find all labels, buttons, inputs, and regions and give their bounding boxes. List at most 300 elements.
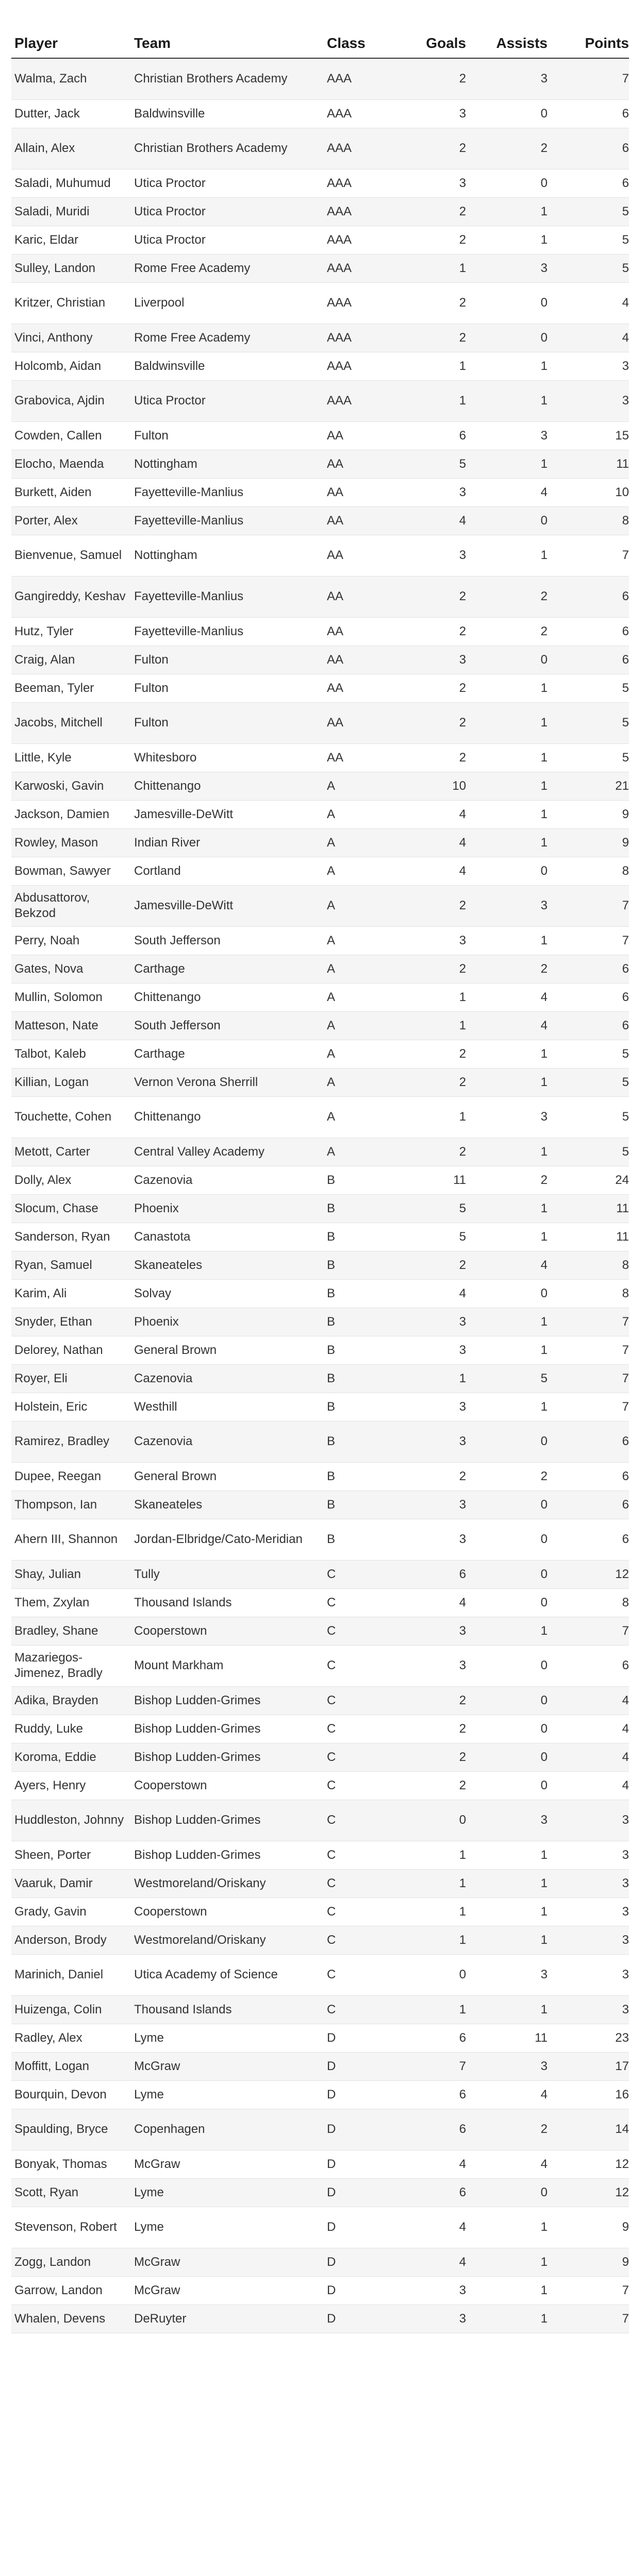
- cell-class: B: [324, 1308, 388, 1336]
- cell-class: C: [324, 1560, 388, 1588]
- cell-points: 4: [551, 1743, 629, 1771]
- table-row: [11, 226, 629, 254]
- cell-goals: 2: [388, 702, 469, 743]
- cell-team: Nottingham: [131, 535, 324, 576]
- cell-player: Jackson, Damien: [11, 800, 131, 828]
- table-row: [11, 674, 629, 702]
- cell-goals: 4: [388, 1279, 469, 1308]
- cell-points: 4: [551, 282, 629, 324]
- table-row: [11, 1617, 629, 1645]
- cell-goals: 2: [388, 576, 469, 617]
- cell-goals: 2: [388, 743, 469, 772]
- cell-class: C: [324, 1897, 388, 1926]
- cell-team: Christian Brothers Academy: [131, 128, 324, 169]
- cell-points: 6: [551, 576, 629, 617]
- cell-class: C: [324, 1954, 388, 1995]
- cell-goals: 11: [388, 1166, 469, 1194]
- header-player[interactable]: Player: [11, 14, 131, 58]
- cell-points: 6: [551, 99, 629, 128]
- cell-points: 4: [551, 1686, 629, 1715]
- cell-team: Cortland: [131, 857, 324, 885]
- cell-goals: 3: [388, 1490, 469, 1519]
- cell-player: Grady, Gavin: [11, 1897, 131, 1926]
- cell-assists: 0: [469, 99, 551, 128]
- cell-player: Dolly, Alex: [11, 1166, 131, 1194]
- cell-class: AA: [324, 646, 388, 674]
- cell-team: Skaneateles: [131, 1251, 324, 1279]
- cell-team: Central Valley Academy: [131, 1138, 324, 1166]
- cell-goals: 1: [388, 1364, 469, 1393]
- cell-points: 3: [551, 1869, 629, 1897]
- cell-team: Vernon Verona Sherrill: [131, 1068, 324, 1096]
- cell-player: Bienvenue, Samuel: [11, 535, 131, 576]
- cell-team: Cooperstown: [131, 1771, 324, 1800]
- cell-team: Bishop Ludden-Grimes: [131, 1841, 324, 1869]
- cell-player: Zogg, Landon: [11, 2248, 131, 2276]
- cell-goals: 1: [388, 1995, 469, 2024]
- header-row: [11, 14, 629, 58]
- cell-class: AA: [324, 743, 388, 772]
- cell-assists: 1: [469, 674, 551, 702]
- cell-class: A: [324, 857, 388, 885]
- cell-goals: 3: [388, 2304, 469, 2333]
- cell-player: Jacobs, Mitchell: [11, 702, 131, 743]
- cell-points: 5: [551, 197, 629, 226]
- cell-points: 5: [551, 1068, 629, 1096]
- cell-assists: 3: [469, 1096, 551, 1138]
- cell-assists: 5: [469, 1364, 551, 1393]
- cell-team: Lyme: [131, 2080, 324, 2109]
- cell-assists: 3: [469, 1954, 551, 1995]
- table-row: [11, 702, 629, 743]
- cell-team: Cazenovia: [131, 1421, 324, 1462]
- cell-team: South Jefferson: [131, 1011, 324, 1040]
- cell-team: Utica Academy of Science: [131, 1954, 324, 1995]
- cell-goals: 2: [388, 1686, 469, 1715]
- cell-points: 17: [551, 2052, 629, 2080]
- cell-assists: 0: [469, 1490, 551, 1519]
- cell-goals: 2: [388, 226, 469, 254]
- cell-team: Cazenovia: [131, 1364, 324, 1393]
- cell-goals: 4: [388, 828, 469, 857]
- cell-class: D: [324, 2276, 388, 2304]
- cell-points: 6: [551, 646, 629, 674]
- cell-goals: 2: [388, 617, 469, 646]
- cell-team: Utica Proctor: [131, 380, 324, 421]
- cell-team: Fulton: [131, 702, 324, 743]
- cell-goals: 3: [388, 1645, 469, 1686]
- cell-points: 8: [551, 857, 629, 885]
- cell-goals: 3: [388, 478, 469, 506]
- cell-assists: 1: [469, 1897, 551, 1926]
- table-row: [11, 955, 629, 983]
- cell-points: 7: [551, 2276, 629, 2304]
- table-row: [11, 1715, 629, 1743]
- table-row: [11, 352, 629, 380]
- cell-player: Thompson, Ian: [11, 1490, 131, 1519]
- cell-player: Metott, Carter: [11, 1138, 131, 1166]
- cell-assists: 4: [469, 478, 551, 506]
- table-row: [11, 1393, 629, 1421]
- header-class[interactable]: Class: [324, 14, 388, 58]
- cell-points: 14: [551, 2109, 629, 2150]
- cell-team: Cooperstown: [131, 1897, 324, 1926]
- cell-assists: 1: [469, 1040, 551, 1068]
- cell-player: Sulley, Landon: [11, 254, 131, 282]
- cell-points: 6: [551, 1490, 629, 1519]
- cell-goals: 2: [388, 1715, 469, 1743]
- cell-team: Fayetteville-Manlius: [131, 478, 324, 506]
- cell-goals: 6: [388, 2024, 469, 2052]
- cell-points: 7: [551, 1364, 629, 1393]
- table-row: [11, 576, 629, 617]
- table-row: [11, 828, 629, 857]
- cell-goals: 2: [388, 674, 469, 702]
- cell-goals: 1: [388, 1011, 469, 1040]
- cell-assists: 1: [469, 1995, 551, 2024]
- table-row: [11, 1223, 629, 1251]
- cell-class: AAA: [324, 254, 388, 282]
- table-row: [11, 983, 629, 1011]
- cell-team: South Jefferson: [131, 926, 324, 955]
- cell-assists: 1: [469, 1617, 551, 1645]
- cell-assists: 2: [469, 1166, 551, 1194]
- cell-points: 4: [551, 1771, 629, 1800]
- cell-class: D: [324, 2178, 388, 2207]
- cell-assists: 0: [469, 282, 551, 324]
- cell-team: Phoenix: [131, 1308, 324, 1336]
- cell-team: McGraw: [131, 2052, 324, 2080]
- cell-goals: 6: [388, 2109, 469, 2150]
- cell-goals: 4: [388, 2150, 469, 2178]
- cell-player: Koroma, Eddie: [11, 1743, 131, 1771]
- cell-assists: 3: [469, 1800, 551, 1841]
- cell-goals: 5: [388, 1223, 469, 1251]
- cell-class: B: [324, 1251, 388, 1279]
- cell-team: Fayetteville-Manlius: [131, 576, 324, 617]
- cell-points: 3: [551, 1841, 629, 1869]
- cell-points: 6: [551, 1519, 629, 1560]
- cell-points: 8: [551, 1251, 629, 1279]
- table-row: [11, 380, 629, 421]
- table-row: [11, 1194, 629, 1223]
- cell-team: Solvay: [131, 1279, 324, 1308]
- table-row: [11, 2276, 629, 2304]
- cell-player: Kritzer, Christian: [11, 282, 131, 324]
- table-row: [11, 1686, 629, 1715]
- cell-assists: 2: [469, 128, 551, 169]
- table-row: [11, 324, 629, 352]
- cell-team: Copenhagen: [131, 2109, 324, 2150]
- cell-player: Karwoski, Gavin: [11, 772, 131, 800]
- cell-class: C: [324, 1995, 388, 2024]
- cell-class: A: [324, 772, 388, 800]
- cell-class: B: [324, 1336, 388, 1364]
- cell-player: Dupee, Reegan: [11, 1462, 131, 1490]
- cell-assists: 0: [469, 1560, 551, 1588]
- table-row: [11, 197, 629, 226]
- cell-player: Perry, Noah: [11, 926, 131, 955]
- header-assists[interactable]: Assists: [469, 14, 551, 58]
- cell-class: C: [324, 1617, 388, 1645]
- cell-class: D: [324, 2248, 388, 2276]
- cell-class: C: [324, 1743, 388, 1771]
- cell-points: 21: [551, 772, 629, 800]
- cell-player: Scott, Ryan: [11, 2178, 131, 2207]
- cell-assists: 0: [469, 1645, 551, 1686]
- cell-assists: 4: [469, 1251, 551, 1279]
- cell-player: Snyder, Ethan: [11, 1308, 131, 1336]
- cell-player: Porter, Alex: [11, 506, 131, 535]
- cell-assists: 0: [469, 1743, 551, 1771]
- table-row: [11, 1588, 629, 1617]
- cell-class: D: [324, 2052, 388, 2080]
- cell-player: Matteson, Nate: [11, 1011, 131, 1040]
- cell-class: D: [324, 2150, 388, 2178]
- cell-team: McGraw: [131, 2276, 324, 2304]
- cell-points: 4: [551, 1715, 629, 1743]
- cell-player: Beeman, Tyler: [11, 674, 131, 702]
- cell-assists: 1: [469, 450, 551, 478]
- cell-team: Thousand Islands: [131, 1588, 324, 1617]
- cell-points: 7: [551, 1393, 629, 1421]
- table-row: [11, 2248, 629, 2276]
- table-row: [11, 254, 629, 282]
- table-row: [11, 450, 629, 478]
- table-row: [11, 506, 629, 535]
- table-row: [11, 1771, 629, 1800]
- cell-class: A: [324, 926, 388, 955]
- cell-team: Fayetteville-Manlius: [131, 506, 324, 535]
- cell-player: Delorey, Nathan: [11, 1336, 131, 1364]
- cell-assists: 0: [469, 1715, 551, 1743]
- cell-class: AA: [324, 535, 388, 576]
- cell-player: Saladi, Muhumud: [11, 169, 131, 197]
- table-row: [11, 1519, 629, 1560]
- cell-assists: 4: [469, 983, 551, 1011]
- cell-assists: 1: [469, 926, 551, 955]
- cell-player: Stevenson, Robert: [11, 2207, 131, 2248]
- cell-team: Liverpool: [131, 282, 324, 324]
- cell-player: Shay, Julian: [11, 1560, 131, 1588]
- cell-player: Huizenga, Colin: [11, 1995, 131, 2024]
- cell-goals: 1: [388, 1926, 469, 1954]
- cell-assists: 3: [469, 421, 551, 450]
- cell-assists: 2: [469, 617, 551, 646]
- cell-points: 12: [551, 1560, 629, 1588]
- cell-class: AAA: [324, 128, 388, 169]
- cell-points: 3: [551, 1995, 629, 2024]
- cell-points: 6: [551, 955, 629, 983]
- cell-player: Gates, Nova: [11, 955, 131, 983]
- cell-assists: 2: [469, 2109, 551, 2150]
- cell-class: D: [324, 2304, 388, 2333]
- cell-goals: 2: [388, 197, 469, 226]
- cell-assists: 1: [469, 1393, 551, 1421]
- cell-goals: 4: [388, 1588, 469, 1617]
- table-row: [11, 646, 629, 674]
- cell-class: AAA: [324, 58, 388, 99]
- cell-player: Little, Kyle: [11, 743, 131, 772]
- table-row: [11, 1800, 629, 1841]
- cell-goals: 1: [388, 1869, 469, 1897]
- cell-class: A: [324, 800, 388, 828]
- table-row: [11, 282, 629, 324]
- cell-player: Sanderson, Ryan: [11, 1223, 131, 1251]
- cell-team: Carthage: [131, 1040, 324, 1068]
- cell-assists: 4: [469, 2150, 551, 2178]
- cell-class: C: [324, 1841, 388, 1869]
- cell-team: Fulton: [131, 674, 324, 702]
- cell-assists: 1: [469, 800, 551, 828]
- cell-class: C: [324, 1800, 388, 1841]
- cell-points: 5: [551, 254, 629, 282]
- cell-class: B: [324, 1223, 388, 1251]
- table-row: [11, 1364, 629, 1393]
- cell-player: Gangireddy, Keshav: [11, 576, 131, 617]
- cell-class: C: [324, 1771, 388, 1800]
- cell-class: AA: [324, 617, 388, 646]
- cell-points: 11: [551, 450, 629, 478]
- cell-player: Cowden, Callen: [11, 421, 131, 450]
- table-row: [11, 1490, 629, 1519]
- cell-class: AAA: [324, 197, 388, 226]
- table-row: [11, 1926, 629, 1954]
- cell-class: C: [324, 1588, 388, 1617]
- cell-player: Whalen, Devens: [11, 2304, 131, 2333]
- cell-goals: 1: [388, 983, 469, 1011]
- cell-player: Rowley, Mason: [11, 828, 131, 857]
- cell-points: 3: [551, 1954, 629, 1995]
- table-row: [11, 1068, 629, 1096]
- cell-assists: 0: [469, 2178, 551, 2207]
- cell-goals: 1: [388, 380, 469, 421]
- cell-team: Utica Proctor: [131, 226, 324, 254]
- cell-goals: 2: [388, 1743, 469, 1771]
- cell-assists: 1: [469, 2276, 551, 2304]
- cell-assists: 1: [469, 352, 551, 380]
- cell-points: 9: [551, 2207, 629, 2248]
- cell-team: Bishop Ludden-Grimes: [131, 1800, 324, 1841]
- table-row: [11, 1462, 629, 1490]
- cell-points: 7: [551, 885, 629, 926]
- cell-assists: 0: [469, 646, 551, 674]
- cell-player: Grabovica, Ajdin: [11, 380, 131, 421]
- cell-points: 11: [551, 1223, 629, 1251]
- cell-assists: 1: [469, 197, 551, 226]
- cell-team: General Brown: [131, 1336, 324, 1364]
- cell-team: Fayetteville-Manlius: [131, 617, 324, 646]
- cell-class: A: [324, 1068, 388, 1096]
- cell-assists: 0: [469, 857, 551, 885]
- cell-goals: 4: [388, 2248, 469, 2276]
- cell-player: Karic, Eldar: [11, 226, 131, 254]
- table-row: [11, 1995, 629, 2024]
- table-row: [11, 128, 629, 169]
- cell-player: Craig, Alan: [11, 646, 131, 674]
- cell-player: Ahern III, Shannon: [11, 1519, 131, 1560]
- cell-points: 11: [551, 1194, 629, 1223]
- cell-goals: 2: [388, 282, 469, 324]
- table-row: [11, 1336, 629, 1364]
- cell-assists: 3: [469, 885, 551, 926]
- cell-points: 5: [551, 226, 629, 254]
- cell-assists: 1: [469, 1336, 551, 1364]
- cell-points: 3: [551, 1897, 629, 1926]
- cell-team: Westhill: [131, 1393, 324, 1421]
- cell-assists: 3: [469, 58, 551, 99]
- cell-class: AAA: [324, 352, 388, 380]
- cell-assists: 1: [469, 1194, 551, 1223]
- cell-assists: 0: [469, 1421, 551, 1462]
- cell-team: Baldwinsville: [131, 352, 324, 380]
- table-row: [11, 1011, 629, 1040]
- table-row: [11, 478, 629, 506]
- cell-team: Jordan-Elbridge/Cato-Meridian: [131, 1519, 324, 1560]
- cell-goals: 3: [388, 926, 469, 955]
- header-team[interactable]: Team: [131, 14, 324, 58]
- cell-goals: 10: [388, 772, 469, 800]
- cell-class: C: [324, 1715, 388, 1743]
- cell-player: Vinci, Anthony: [11, 324, 131, 352]
- cell-class: AA: [324, 421, 388, 450]
- cell-team: Jamesville-DeWitt: [131, 800, 324, 828]
- cell-assists: 3: [469, 254, 551, 282]
- cell-goals: 3: [388, 2276, 469, 2304]
- cell-assists: 0: [469, 1519, 551, 1560]
- header-points[interactable]: Points: [551, 14, 629, 58]
- table-row: [11, 2052, 629, 2080]
- cell-goals: 1: [388, 1841, 469, 1869]
- cell-team: Chittenango: [131, 1096, 324, 1138]
- cell-assists: 0: [469, 1279, 551, 1308]
- cell-team: Utica Proctor: [131, 197, 324, 226]
- cell-player: Holstein, Eric: [11, 1393, 131, 1421]
- table-row: [11, 421, 629, 450]
- table-row: [11, 2178, 629, 2207]
- cell-goals: 3: [388, 1393, 469, 1421]
- cell-player: Burkett, Aiden: [11, 478, 131, 506]
- table-row: [11, 926, 629, 955]
- cell-assists: 1: [469, 772, 551, 800]
- cell-goals: 2: [388, 1462, 469, 1490]
- cell-team: Chittenango: [131, 772, 324, 800]
- cell-team: Lyme: [131, 2207, 324, 2248]
- cell-team: McGraw: [131, 2150, 324, 2178]
- cell-assists: 0: [469, 1771, 551, 1800]
- cell-class: D: [324, 2109, 388, 2150]
- cell-team: Phoenix: [131, 1194, 324, 1223]
- cell-team: Bishop Ludden-Grimes: [131, 1743, 324, 1771]
- table-row: [11, 1954, 629, 1995]
- cell-player: Mullin, Solomon: [11, 983, 131, 1011]
- cell-player: Garrow, Landon: [11, 2276, 131, 2304]
- table-body: [11, 58, 629, 2333]
- table-row: [11, 1166, 629, 1194]
- cell-points: 5: [551, 743, 629, 772]
- header-goals[interactable]: Goals: [388, 14, 469, 58]
- cell-player: Holcomb, Aidan: [11, 352, 131, 380]
- cell-player: Hutz, Tyler: [11, 617, 131, 646]
- cell-class: B: [324, 1421, 388, 1462]
- cell-assists: 1: [469, 1926, 551, 1954]
- cell-player: Royer, Eli: [11, 1364, 131, 1393]
- cell-class: AAA: [324, 226, 388, 254]
- cell-goals: 5: [388, 1194, 469, 1223]
- cell-points: 7: [551, 1336, 629, 1364]
- cell-class: A: [324, 1138, 388, 1166]
- cell-player: Moffitt, Logan: [11, 2052, 131, 2080]
